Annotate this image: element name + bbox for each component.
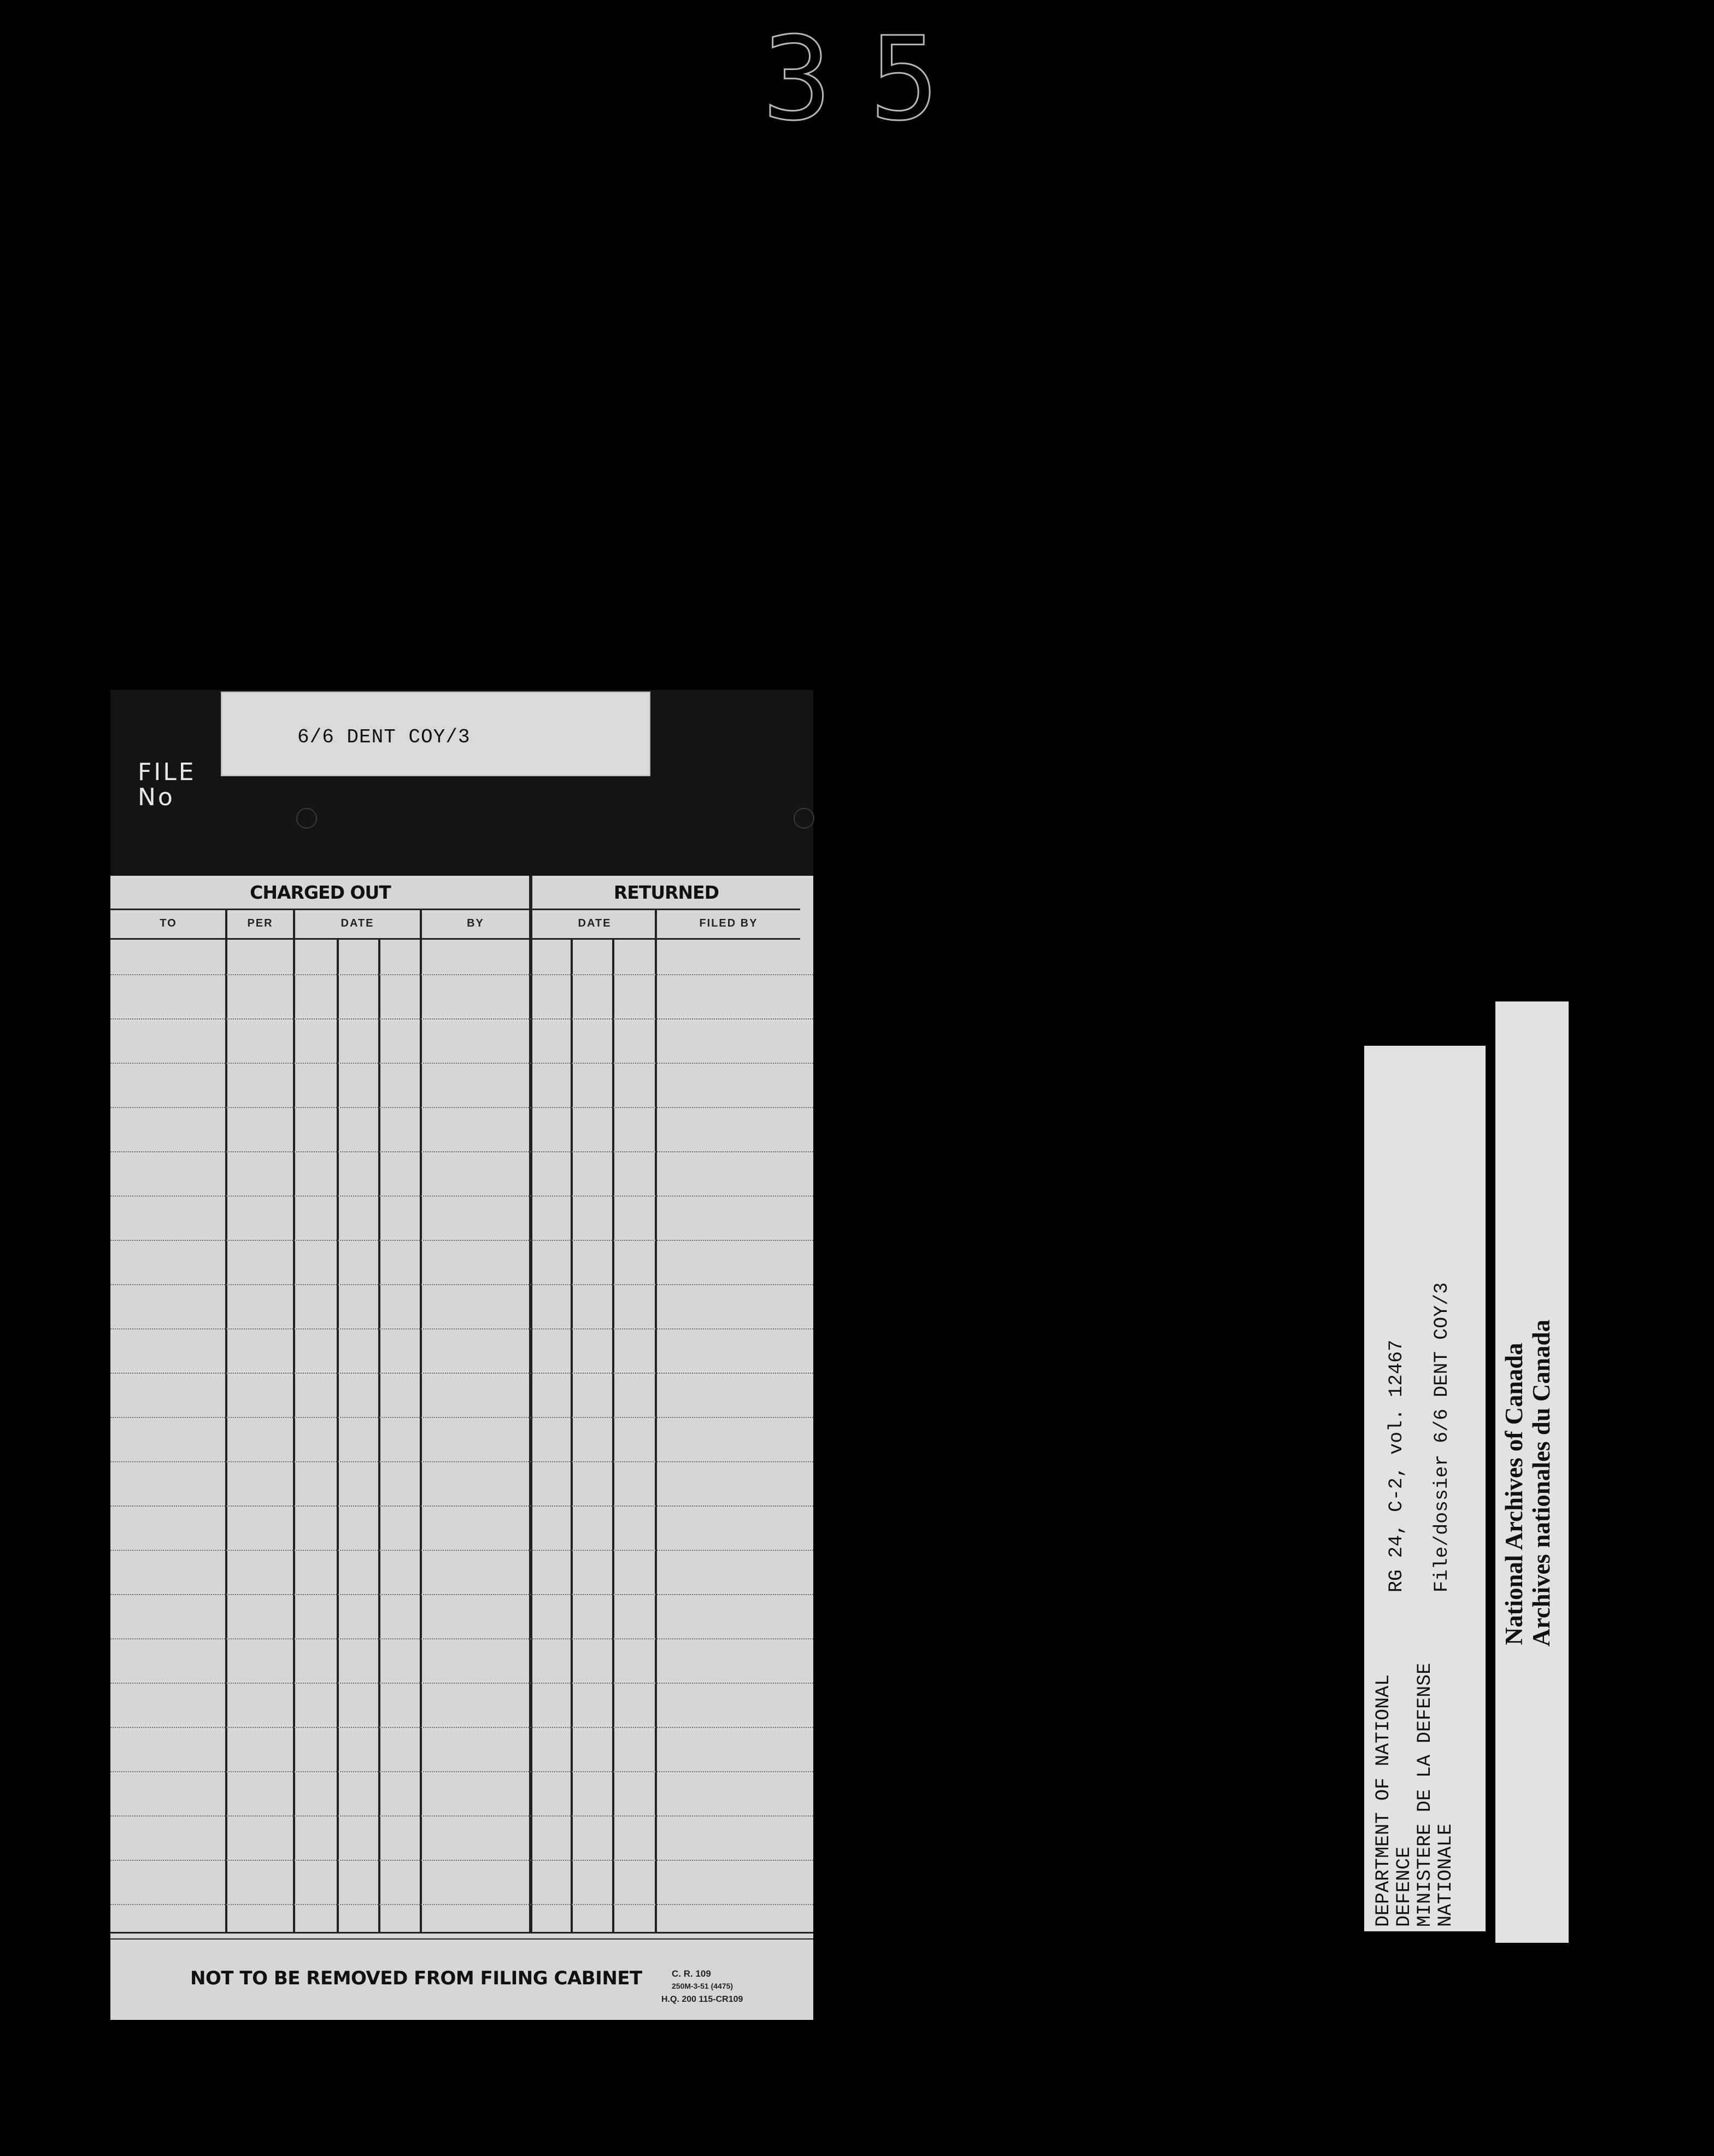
archives-french: Archives nationales du Canada: [1528, 1319, 1555, 1647]
column-divider: [571, 938, 573, 1934]
national-archives-label: [1495, 1001, 1569, 1943]
col-filed-by: FILED BY: [699, 917, 758, 929]
row-rule: [110, 1018, 813, 1020]
form-print-code: 250M-3-51 (4475): [672, 1982, 733, 1990]
archives-name-block: [1500, 1320, 1555, 1668]
col-per: PER: [247, 917, 273, 929]
file-card: [110, 690, 813, 2020]
row-rule: [110, 1594, 813, 1595]
row-rule: [110, 1860, 813, 1861]
department-line: DEFENCE: [1393, 1846, 1415, 1927]
file-dossier-ref: File/dossier 6/6 DENT COY/3: [1431, 1282, 1453, 1592]
punch-hole: [794, 808, 814, 829]
row-rule: [110, 1550, 813, 1551]
section-divider: [529, 876, 532, 1934]
row-rule: [110, 1151, 813, 1152]
department-block: [1373, 1663, 1456, 1927]
no-caption: No: [138, 783, 175, 811]
department-line: MINISTERE DE LA DEFENSE: [1414, 1662, 1436, 1927]
file-no-caption: [138, 760, 196, 810]
col-returned-date: DATE: [578, 917, 612, 929]
charged-out-header: CHARGED OUT: [250, 881, 391, 903]
row-rule: [110, 1461, 813, 1462]
row-rule: [110, 1727, 813, 1728]
charge-out-table: [110, 876, 813, 2020]
form-code: C. R. 109: [672, 1968, 711, 1979]
row-rule: [110, 1417, 813, 1418]
row-rule: [110, 1373, 813, 1374]
col-by: BY: [467, 917, 484, 929]
record-group-ref: RG 24, C-2, vol. 12467: [1386, 1339, 1407, 1592]
archives-english: National Archives of Canada: [1500, 1343, 1528, 1645]
row-rule: [110, 1284, 813, 1285]
row-rule: [110, 1196, 813, 1197]
card-header-band: [110, 690, 813, 876]
row-rule: [110, 1771, 813, 1772]
department-line: DEPARTMENT OF NATIONAL: [1372, 1674, 1394, 1927]
punch-hole: [296, 808, 317, 829]
subheader-divider: [110, 938, 800, 940]
department-line: NATIONALE: [1435, 1823, 1457, 1927]
row-rule: [110, 1240, 813, 1241]
row-rule: [110, 974, 813, 975]
form-hq-code: H.Q. 200 115-CR109: [661, 1995, 743, 2004]
file-label-tab: [221, 692, 650, 776]
returned-header: RETURNED: [613, 881, 719, 903]
row-rule: [110, 1904, 813, 1905]
row-rule: [110, 1683, 813, 1684]
column-divider: [378, 938, 380, 1934]
row-rule: [110, 1815, 813, 1817]
row-rule: [110, 1505, 813, 1507]
reference-block: [1386, 1282, 1452, 1592]
row-rule: [110, 1638, 813, 1639]
row-rule: [110, 1107, 813, 1108]
file-label: 6/6 DENT COY/3: [297, 726, 471, 748]
file-caption: FILE: [138, 758, 196, 786]
row-rule: [110, 1328, 813, 1329]
archive-reference-strip: [1364, 1046, 1486, 1931]
column-divider: [612, 938, 614, 1934]
col-date: DATE: [341, 917, 374, 929]
column-divider: [337, 938, 339, 1934]
frame-number: 35: [762, 12, 977, 146]
footer-warning: NOT TO BE REMOVED FROM FILING CABINET: [190, 1967, 642, 1989]
col-to: TO: [160, 917, 177, 929]
row-rule: [110, 1063, 813, 1064]
card-footer: [110, 1934, 813, 2020]
